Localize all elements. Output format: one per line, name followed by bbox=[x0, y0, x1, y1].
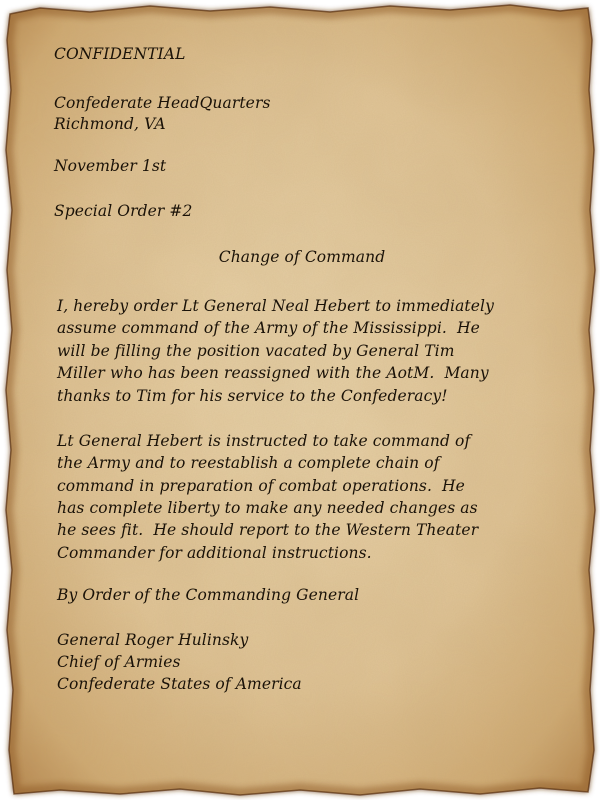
paragraph1-line: will be filling the position vacated by General Tim bbox=[57, 342, 455, 360]
paragraph2-line: he sees fit. He should report to the Western Theater bbox=[57, 521, 479, 539]
confidential-header: CONFIDENTIAL bbox=[54, 45, 186, 63]
sender-line-2: Richmond, VA bbox=[54, 115, 166, 133]
signature-organization: Confederate States of America bbox=[57, 675, 302, 693]
order-date: November 1st bbox=[54, 157, 167, 175]
closing-line: By Order of the Commanding General bbox=[57, 586, 360, 604]
paragraph1-line: thanks to Tim for his service to the Confederacy! bbox=[57, 387, 448, 405]
paragraph1-line: Miller who has been reassigned with the AotM. Many bbox=[57, 364, 489, 382]
order-subject: Change of Command bbox=[218, 248, 386, 266]
paragraph2-line: command in preparation of combat operations. He bbox=[57, 477, 465, 495]
paragraph1-line: I, hereby order Lt General Neal Hebert to immediately bbox=[57, 297, 494, 315]
paragraph2-line: has complete liberty to make any needed changes as bbox=[57, 499, 478, 517]
sender-line-1: Confederate HeadQuarters bbox=[54, 94, 271, 112]
paragraph2-line: Lt General Hebert is instructed to take command of bbox=[57, 432, 471, 450]
order-number: Special Order #2 bbox=[54, 202, 193, 220]
paragraph2-line: the Army and to reestablish a complete chain of bbox=[57, 454, 440, 472]
paragraph2-line: Commander for additional instructions. bbox=[57, 544, 372, 562]
paragraph1-line: assume command of the Army of the Mississippi. He bbox=[57, 319, 480, 337]
signature-title: Chief of Armies bbox=[57, 653, 181, 671]
signature-name: General Roger Hulinsky bbox=[57, 631, 249, 649]
